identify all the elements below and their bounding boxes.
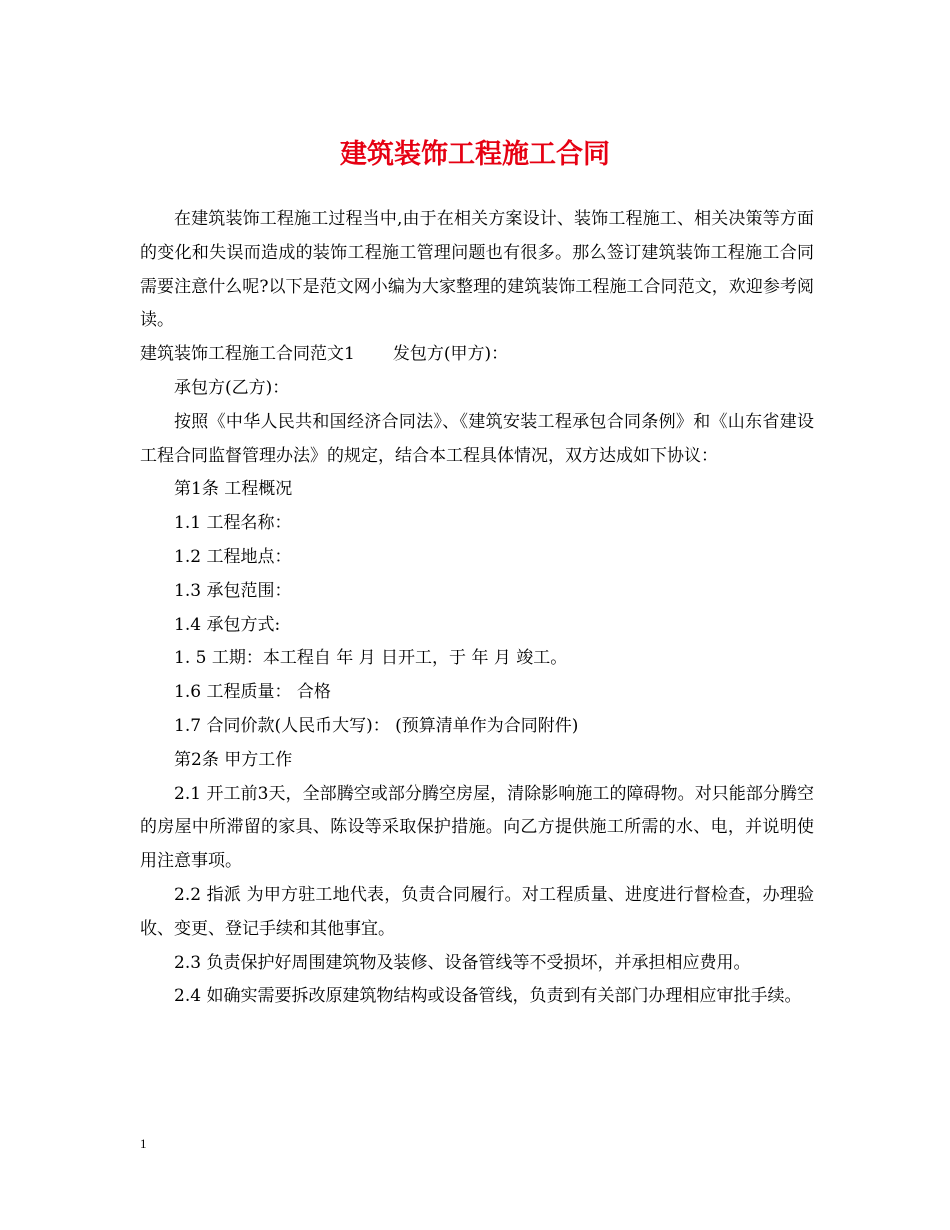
item-1-3: 1.3 承包范围： [174,580,292,601]
party-a-label: 发包方(甲方)： [392,344,509,365]
item-2-3: 2.3 负责保护好周围建筑物及装修、设备管线等不受损坏，并承担相应费用。 [174,952,751,973]
item-2-2: 2.2 指派 为甲方驻工地代表，负责合同履行。对工程质量、进度进行督检查，办理验收、变更、登记手续和其他事宜。 [140,884,814,939]
document-title: 建筑装饰工程施工合同 [340,139,610,170]
item-1-2: 1.2 工程地点： [174,546,292,567]
item-1-7: 1.7 合同价款(人民币大写)： (预算清单作为合同附件) [174,715,579,736]
basis-paragraph: 按照《中华人民共和国经济合同法》、《建筑安装工程承包合同条例》和《山东省建设工程合同监督管理办法》的规定，结合本工程具体情况，双方达成如下协议： [140,411,814,466]
item-1-5: 1. 5 工期：本工程自 年 月 日开工，于 年 月 竣工。 [174,648,568,669]
intro-paragraph: 在建筑装饰工程施工过程当中,由于在相关方案设计、装饰工程施工、相关决策等方面的变化和失误而造成的装饰工程施工管理问题也有很多。那么签订建筑装饰工程施工合同需要注意什么呢?以下是范文网小编为大家整理的建筑装饰工程施工合同范文，欢迎参考阅读。 [140,209,814,331]
sample-heading: 建筑装饰工程施工合同范文1 [140,344,355,365]
article-2-title: 第2条 甲方工作 [174,749,293,770]
sample-heading-line [140,338,814,372]
item-1-4: 1.4 承包方式: [174,614,281,635]
document-body [140,203,814,1014]
party-b-label: 承包方(乙方)： [174,377,290,398]
item-2-1: 2.1 开工前3天，全部腾空或部分腾空房屋，清除影响施工的障碍物。对只能部分腾空的房屋中所滞留的家具、陈设等采取保护措施。向乙方提供施工所需的水、电，并说明使用注意事项。 [140,783,814,872]
article-1-title: 第1条 工程概况 [174,479,293,500]
item-1-1: 1.1 工程名称： [174,513,292,534]
item-1-6: 1.6 工程质量： 合格 [174,682,331,703]
item-2-4: 2.4 如确实需要拆改原建筑物结构或设备管线，负责到有关部门办理相应审批手续。 [174,986,802,1007]
page-number: 1 [140,1136,147,1151]
